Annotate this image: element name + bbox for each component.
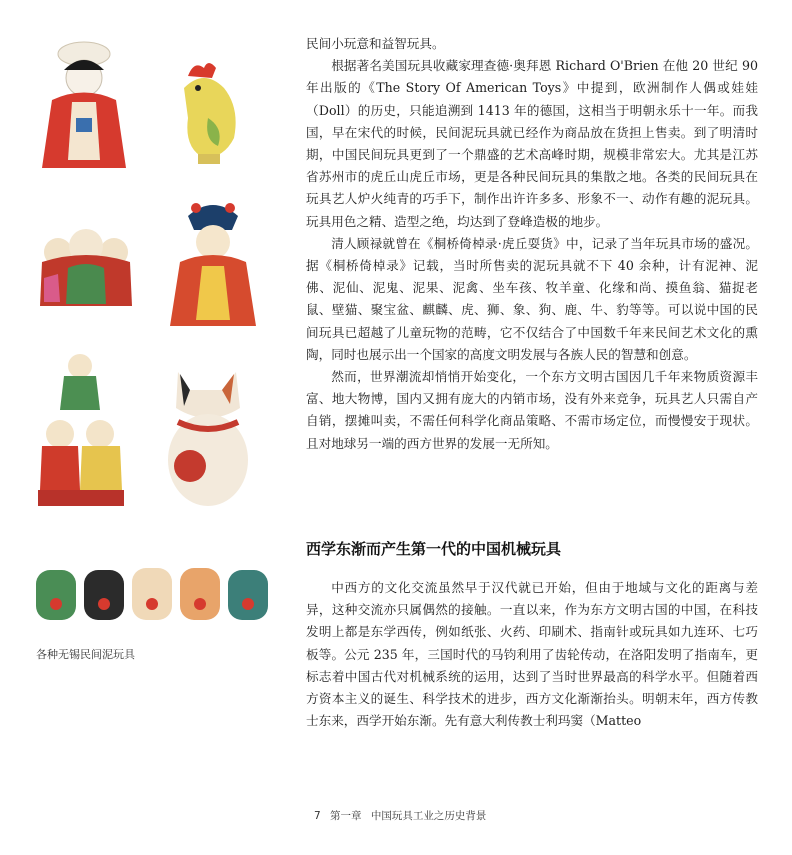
figurine-stacked-children	[36, 350, 126, 510]
paragraph: 然而，世界潮流却悄悄开始变化，一个东方文明古国因几千年来物质资源丰富、地大物博，国内又拥有庞大的内销市场，没有外来竞争，玩具艺人只需自产自销，摆摊叫卖，不需任何科学化商品策略、不需市场定位，而慢慢安于现状。且对地球另一端的西方世界的发展一无所知。	[306, 369, 758, 451]
figurine-row-of-cats	[34, 562, 272, 624]
paragraph: 清人顾禄就曾在《桐桥倚棹录·虎丘耍货》中，记录了当年玩具市场的盛况。据《桐桥倚棹录》记载，当时所售卖的泥玩具就不下 40 余种，计有泥神、泥佛、泥仙、泥鬼、泥果、泥禽、坐车孩、牧羊童、化缘和尚、摸鱼翁、猫捉老鼠、壁猫、聚宝盆、麒麟、虎、狮、象、狗、鹿、牛、豹等等。可以说中国的民间玩具已超越了儿童玩物的范畴，它不仅结合了中国数千年来民间艺术文化的熏陶，同时也展示出一个国家的高度文明发展与各族人民的智慧和创意。	[306, 235, 758, 362]
figurine-three-babies	[38, 218, 134, 312]
figurine-costumed-lady	[166, 196, 260, 332]
section-heading: 西学东渐而产生第一代的中国机械玩具	[306, 540, 562, 558]
photo-caption: 各种无锡民间泥玩具	[36, 648, 135, 661]
figurine-rooster	[174, 58, 244, 170]
body-text	[306, 33, 758, 455]
paragraph: 根据著名美国玩具收藏家理查德·奥拜恩 Richard O'Brien 在他 20 世纪 90 年出版的《The Story Of American Toys》中提到，欧洲制作人偶或娃娃（Doll）的历史，只能追溯到 1413 年的德国，这相当于明朝永乐十一年。而我国，早在宋代的时候，民间泥玩具就已经作为商品放在货担上售卖。到了明清时期，中国民间玩具更到了一个鼎盛的艺术高峰时期，规模非常宏大。尤其是江苏省苏州市的虎丘山虎丘市场，更是各种民间玩具的集散之地。各类的民间玩具在玩具艺人炉火纯青的巧手下，制作出许许多多、形象不一、动作有趣的泥玩具。玩具用色之精、造型之绝，均达到了登峰造极的地步。	[306, 58, 758, 229]
paragraph: 中西方的文化交流虽然早于汉代就已开始，但由于地域与文化的距离与差异，这种交流亦只属偶然的接触。一直以来，作为东方文明古国的中国，在科技发明上都是东学西传，例如纸张、火药、印刷术、指南针或玩具如九连环、七巧板等。公元 235 年，三国时代的马钧利用了齿轮传动，在洛阳发明了指南车，更标志着中国古代对机械系统的运用，达到了当时世界最高的科学水平。但随着西方资本主义的诞生、科学技术的进步，西方文化渐渐抬头。明朝末年，西方传教士东来，西学开始东渐。先有意大利传教士利玛窦（Matteo	[306, 580, 758, 729]
chapter-label: 第一章	[330, 810, 362, 822]
paragraph: 民间小玩意和益智玩具。	[306, 36, 445, 51]
section-text	[306, 577, 758, 732]
chapter-title: 中国玩具工业之历史背景	[370, 810, 487, 822]
page-footer	[314, 808, 486, 823]
figurine-seated-lady	[34, 40, 134, 175]
page-number: 7	[314, 810, 321, 822]
toy-photos	[0, 0, 290, 700]
figurine-cat	[160, 362, 256, 510]
